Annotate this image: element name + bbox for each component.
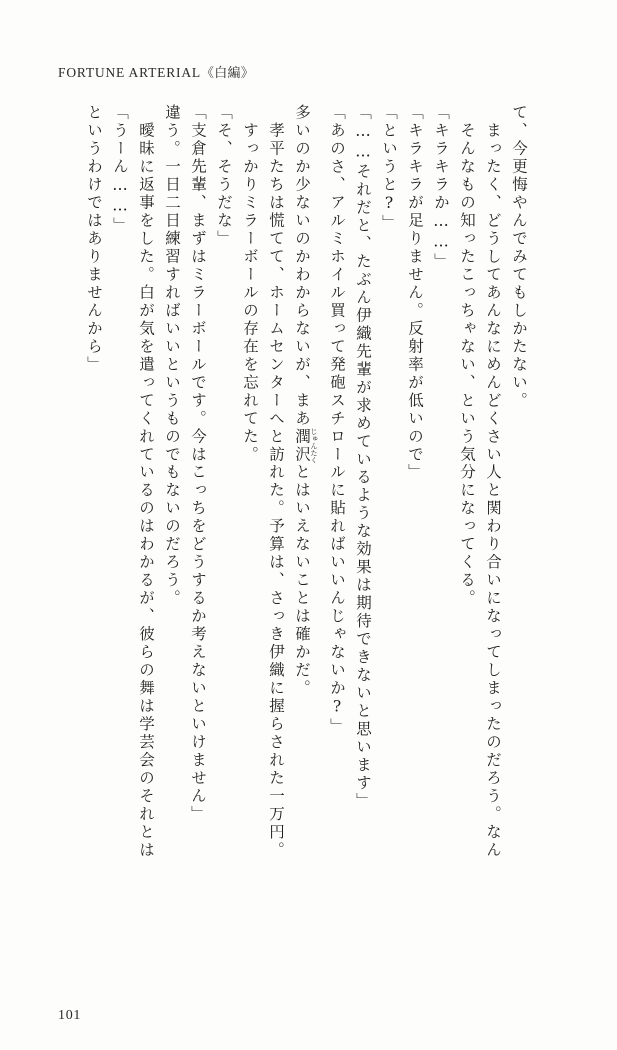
text-line: 孝平たちは慌てて、ホームセンターへと訪れた。予算は、さっき伊織に握らされた一万円。 <box>267 104 285 860</box>
text-line: 「そ、そうだな」 <box>215 104 233 248</box>
text-line: 「キラキラか……」 <box>432 104 450 271</box>
text-line: 「……それだと、たぶん伊織先輩が求めているような効果は期待できないと思います」 <box>354 104 372 811</box>
text-line: て、今更悔やんでみてもしかたない。 <box>510 104 528 410</box>
text-line: 曖昧に返事をした。白が気を遣ってくれているのはわかるが、彼らの舞は学芸会のそれとは <box>137 104 155 860</box>
running-head-subtitle: 《白編》 <box>200 66 255 81</box>
text-line: 「キラキラが足りません。反射率が低いので」 <box>406 104 424 482</box>
text-line: 違う。一日二日練習すればいいというものでもないのだろう。 <box>163 104 181 608</box>
text-line: というわけではありませんから」 <box>85 104 103 374</box>
text-line: まったく、どうしてあんなにめんどくさい人と関わり合いになってしまったのだろう。なん <box>484 104 502 860</box>
text-line: そんなもの知ったこっちゃない、という気分になってくる。 <box>458 104 476 608</box>
page-number: 101 <box>58 1008 82 1023</box>
ruby-annotation: 潤沢 じゅんたく <box>293 427 318 464</box>
vertical-text-body <box>75 104 575 944</box>
text-line: すっかりミラーボールの存在を忘れてた。 <box>241 104 259 464</box>
text-line: 「うーん……」 <box>111 104 129 235</box>
text-line: 「支倉先輩、まずはミラーボールです。今はこっちをどうするか考えないといけません」 <box>189 104 207 824</box>
running-head <box>58 62 254 81</box>
text-line: 「というと?」 <box>380 104 398 233</box>
text-line: 「あのさ、アルミホイル買って発砲スチロールに貼ればいいんじゃないか?」 <box>328 104 346 736</box>
running-head-title: FORTUNE ARTERIAL <box>58 65 201 80</box>
text-line: 多いのか少ないのかわからないが、まあ潤沢 じゅんたくとはいえないことは確かだ。 <box>293 104 318 698</box>
